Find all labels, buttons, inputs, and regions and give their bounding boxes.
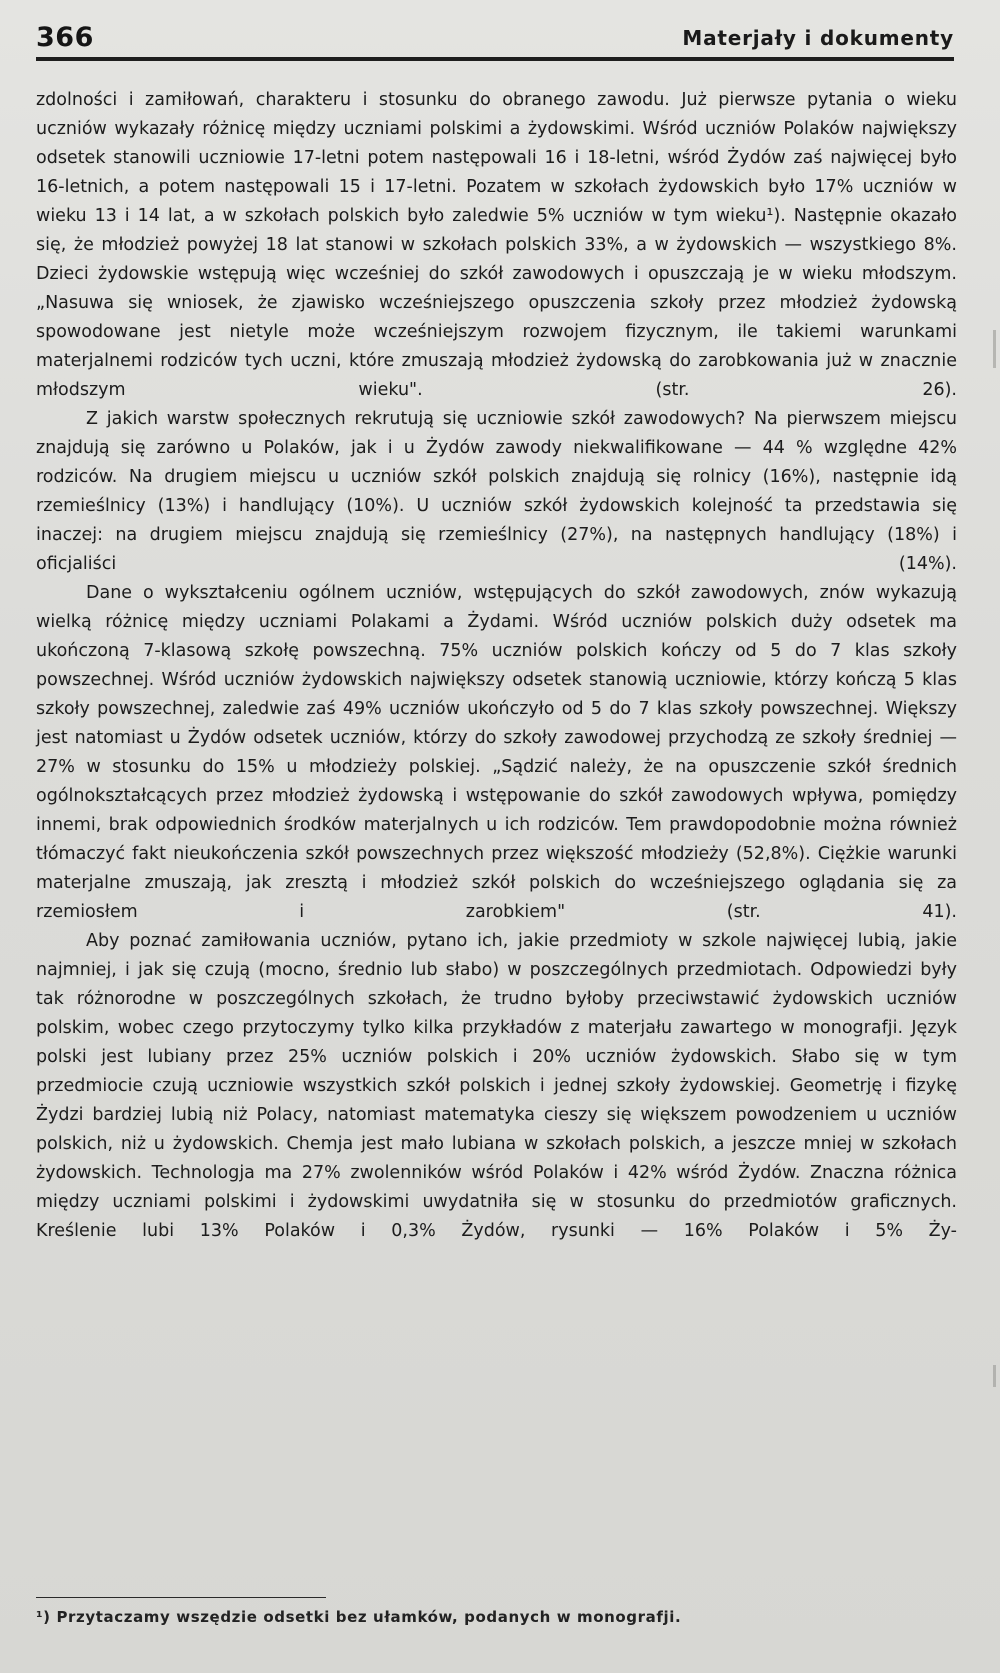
footnote-text: Przytaczamy wszędzie odsetki bez ułamków, podanych w monografji. — [56, 1608, 682, 1626]
body-text — [36, 86, 957, 1246]
page-header — [36, 22, 954, 56]
footnote — [36, 1608, 936, 1626]
footnote-rule — [36, 1597, 326, 1598]
paragraph-age: zdolności i zamiłowań, charakteru i stosunku do obranego zawodu. Już pierwsze pytania o wieku uczniów wykazały różnicę między uczniami polskimi a żydowskimi. Wśród uczniów Polaków największy odsetek stanowili uczniowie 17-letni potem następowali 16 i 18-letni, wśród Żydów zaś najwięcej było 16-letnich, a potem następowali 15 i 17-letni. Pozatem w szkołach żydowskich było 17% uczniów w wieku 13 i 14 lat, a w szkołach polskich było zaledwie 5% uczniów w tym wieku¹). Następnie okazało się, że młodzież powyżej 18 lat stanowi w szkołach polskich 33%, a w żydowskich — wszystkiego 8%. Dzieci żydowskie wstępują więc wcześniej do szkół zawodowych i opuszczają je w wieku młodszym. „Nasuwa się wniosek, że zjawisko wcześniejszego opuszczenia szkoły przez młodzież żydowską spowodowane jest nietyle może wcześniejszym rozwojem fizycznym, ile takiemi warunkami materjalnemi rodziców tych uczni, które zmuszają młodzież żydowską do zarobkowania już w znacznie młodszym wieku". (str. 26). — [36, 90, 957, 400]
scan-mark — [993, 1365, 996, 1387]
running-title: Materjały i dokumenty — [682, 26, 954, 50]
page-number: 366 — [36, 22, 94, 53]
paragraph-education: Dane o wykształceniu ogólnem uczniów, wstępujących do szkół zawodowych, znów wykazują wielką różnicę między uczniami Polakami a Żydami. Wśród uczniów polskich duży odsetek ma ukończoną 7-klasową szkołę powszechną. 75% uczniów polskich kończy od 5 do 7 klas szkoły powszechnej. Wśród uczniów żydowskich największy odsetek stanowią uczniowie, którzy kończą 5 klas szkoły powszechnej, zaledwie zaś 49% uczniów ukończyło od 5 do 7 klas szkoły powszechnej. Większy jest natomiast u Żydów odsetek uczniów, którzy do szkoły zawodowej przychodzą ze szkoły średniej — 27% w stosunku do 15% u młodzieży polskiej. „Sądzić należy, że na opuszczenie szkół średnich ogólnokształcących przez młodzież żydowską i wstępowanie do szkół zawodowych wpływa, pomiędzy innemi, brak odpowiednich środków materjalnych u ich rodziców. Tem prawdopodobnie można również tłómaczyć fakt nieukończenia szkół powszechnych przez większość młodzieży (52,8%). Ciężkie warunki materjalne zmuszają, jak zresztą i młodzież szkół polskich do wcześniejszego oglądania się za rzemiosłem i zarobkiem" (str. 41). — [36, 583, 957, 922]
paragraph-interests: Aby poznać zamiłowania uczniów, pytano ich, jakie przedmioty w szkole najwięcej lubią, jakie najmniej, i jak się czują (mocno, średnio lub słabo) w poszczególnych przedmiotach. Odpowiedzi były tak różnorodne w poszczególnych szkołach, że trudno byłoby przeciwstawić żydowskich uczniów polskim, wobec czego przytoczymy tylko kilka przykładów z materjału zawartego w monografji. Język polski jest lubiany przez 25% uczniów polskich i 20% uczniów żydowskich. Słabo się w tym przedmiocie czują uczniowie wszystkich szkół polskich i jednej szkoły żydowskiej. Geometrję i fizykę Żydzi bardziej lubią niż Polacy, natomiast matematyka cieszy się większem powodzeniem u uczniów polskich, niż u żydowskich. Chemja jest mało lubiana w szkołach polskich, a jeszcze mniej w szkołach żydowskich. Technologja ma 27% zwolenników wśród Polaków i 42% wśród Żydów. Znaczna różnica między uczniami polskimi i żydowskimi uwydatniła się w stosunku do przedmiotów graficznych. Kreślenie lubi 13% Polaków i 0,3% Żydów, rysunki — 16% Polaków i 5% Ży- — [36, 931, 957, 1241]
scan-mark — [993, 330, 996, 368]
paragraph-social-origin: Z jakich warstw społecznych rekrutują się uczniowie szkół zawodowych? Na pierwszem miejscu znajdują się zarówno u Polaków, jak i u Żydów zawody niekwalifikowane — 44 % względne 42% rodziców. Na drugiem miejscu u uczniów szkół polskich znajdują się rolnicy (16%), następnie idą rzemieślnicy (13%) i handlujący (10%). U uczniów szkół żydowskich kolejność ta przedstawia się inaczej: na drugiem miejscu znajdują się rzemieślnicy (27%), na następnych handlujący (18%) i oficjaliści (14%). — [36, 409, 957, 574]
header-rule — [36, 57, 954, 61]
footnote-marker: ¹) — [36, 1608, 51, 1626]
